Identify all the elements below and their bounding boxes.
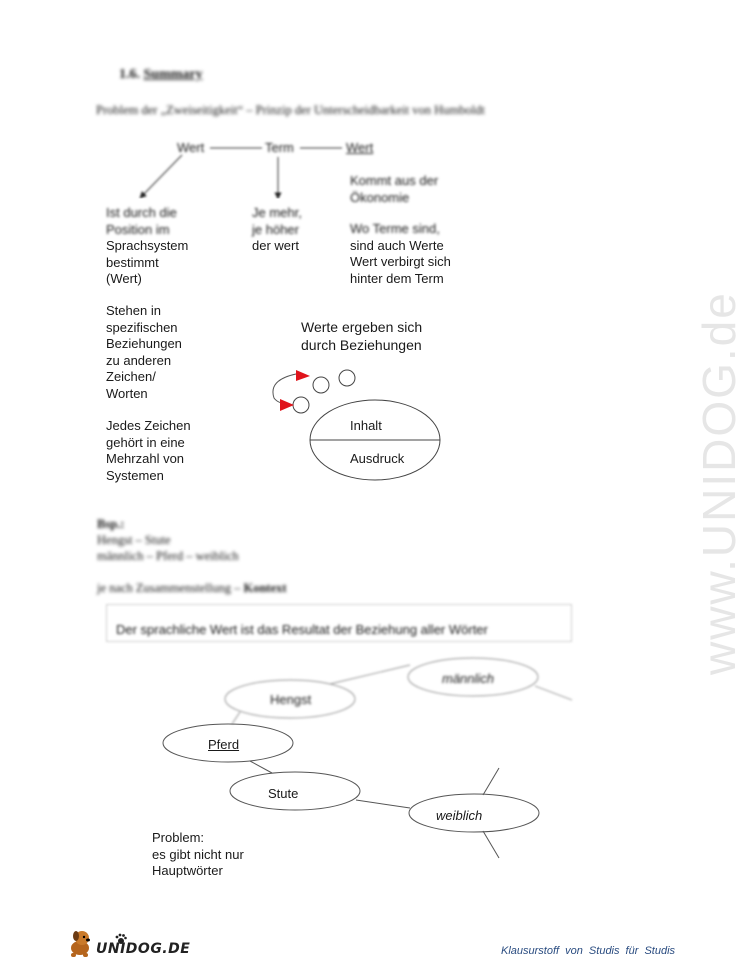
word-pferd: Pferd (208, 737, 240, 752)
footer-tagline: Klausurstoff von Studis für Studis (501, 945, 676, 957)
problem-note: Problem: es gibt nicht nur Hauptwörter (152, 830, 244, 878)
dog-icon (66, 928, 94, 958)
left-notes-block1: Stehen in spezifischen Beziehungen zu anderen Zeichen/ Worten (106, 303, 182, 401)
word-maennlich: männlich (442, 671, 495, 686)
section-title: Summary (143, 67, 203, 82)
red-arrow-bottom (280, 399, 294, 411)
sign-ausdruck: Ausdruck (350, 451, 405, 466)
col1-text: Ist durch die Position im Sprachsystem bestimmt (Wert) (106, 205, 189, 286)
example-block (97, 516, 239, 564)
col3-text-top: Kommt aus der Ökonomie (350, 173, 439, 205)
col2-text: Je mehr, je höher der wert (252, 205, 302, 253)
red-arrow-top (296, 370, 310, 381)
label-term: Term (265, 140, 294, 155)
arrow-to-col1 (142, 155, 182, 196)
watermark: www.UNIDOG.de (693, 291, 745, 675)
label-wert-left: Wert (177, 140, 205, 155)
relation-circle (293, 397, 309, 413)
word-hengst: Hengst (270, 692, 312, 707)
col3-text-bottom: Wo Terme sind, sind auch Werte Wert verbirgt sich hinter dem Term (350, 221, 451, 286)
relation-curve (273, 374, 296, 405)
context-line: je nach Zusammenstellung – Kontext (97, 581, 287, 595)
example-line1: Hengst – Stute (97, 533, 171, 547)
boxed-statement: Der sprachliche Wert ist das Resultat der Beziehung aller Wörter (116, 622, 488, 637)
relation-circle (313, 377, 329, 393)
footer-logo (66, 928, 196, 962)
logo-text: UNIDOG.DE (96, 941, 191, 957)
word-weiblich: weiblich (436, 808, 483, 823)
word-stute: Stute (268, 786, 299, 801)
relation-circle (339, 370, 355, 386)
left-notes-block2: Jedes Zeichen gehört in eine Mehrzahl von Systemen (106, 418, 191, 483)
section-number: 1.6. (119, 67, 140, 82)
example-line2: männlich – Pferd – weiblich (97, 549, 239, 563)
relations-note: Werte ergeben sich durch Beziehungen (301, 319, 423, 353)
label-wert-right: Wert (346, 140, 374, 155)
subtitle: Problem der „Zweiseitigkeit“ – Prinzip der Unterscheidbarkeit von Humboldt (96, 103, 485, 117)
sign-inhalt: Inhalt (350, 418, 382, 433)
example-label: Bsp.: (97, 517, 125, 531)
